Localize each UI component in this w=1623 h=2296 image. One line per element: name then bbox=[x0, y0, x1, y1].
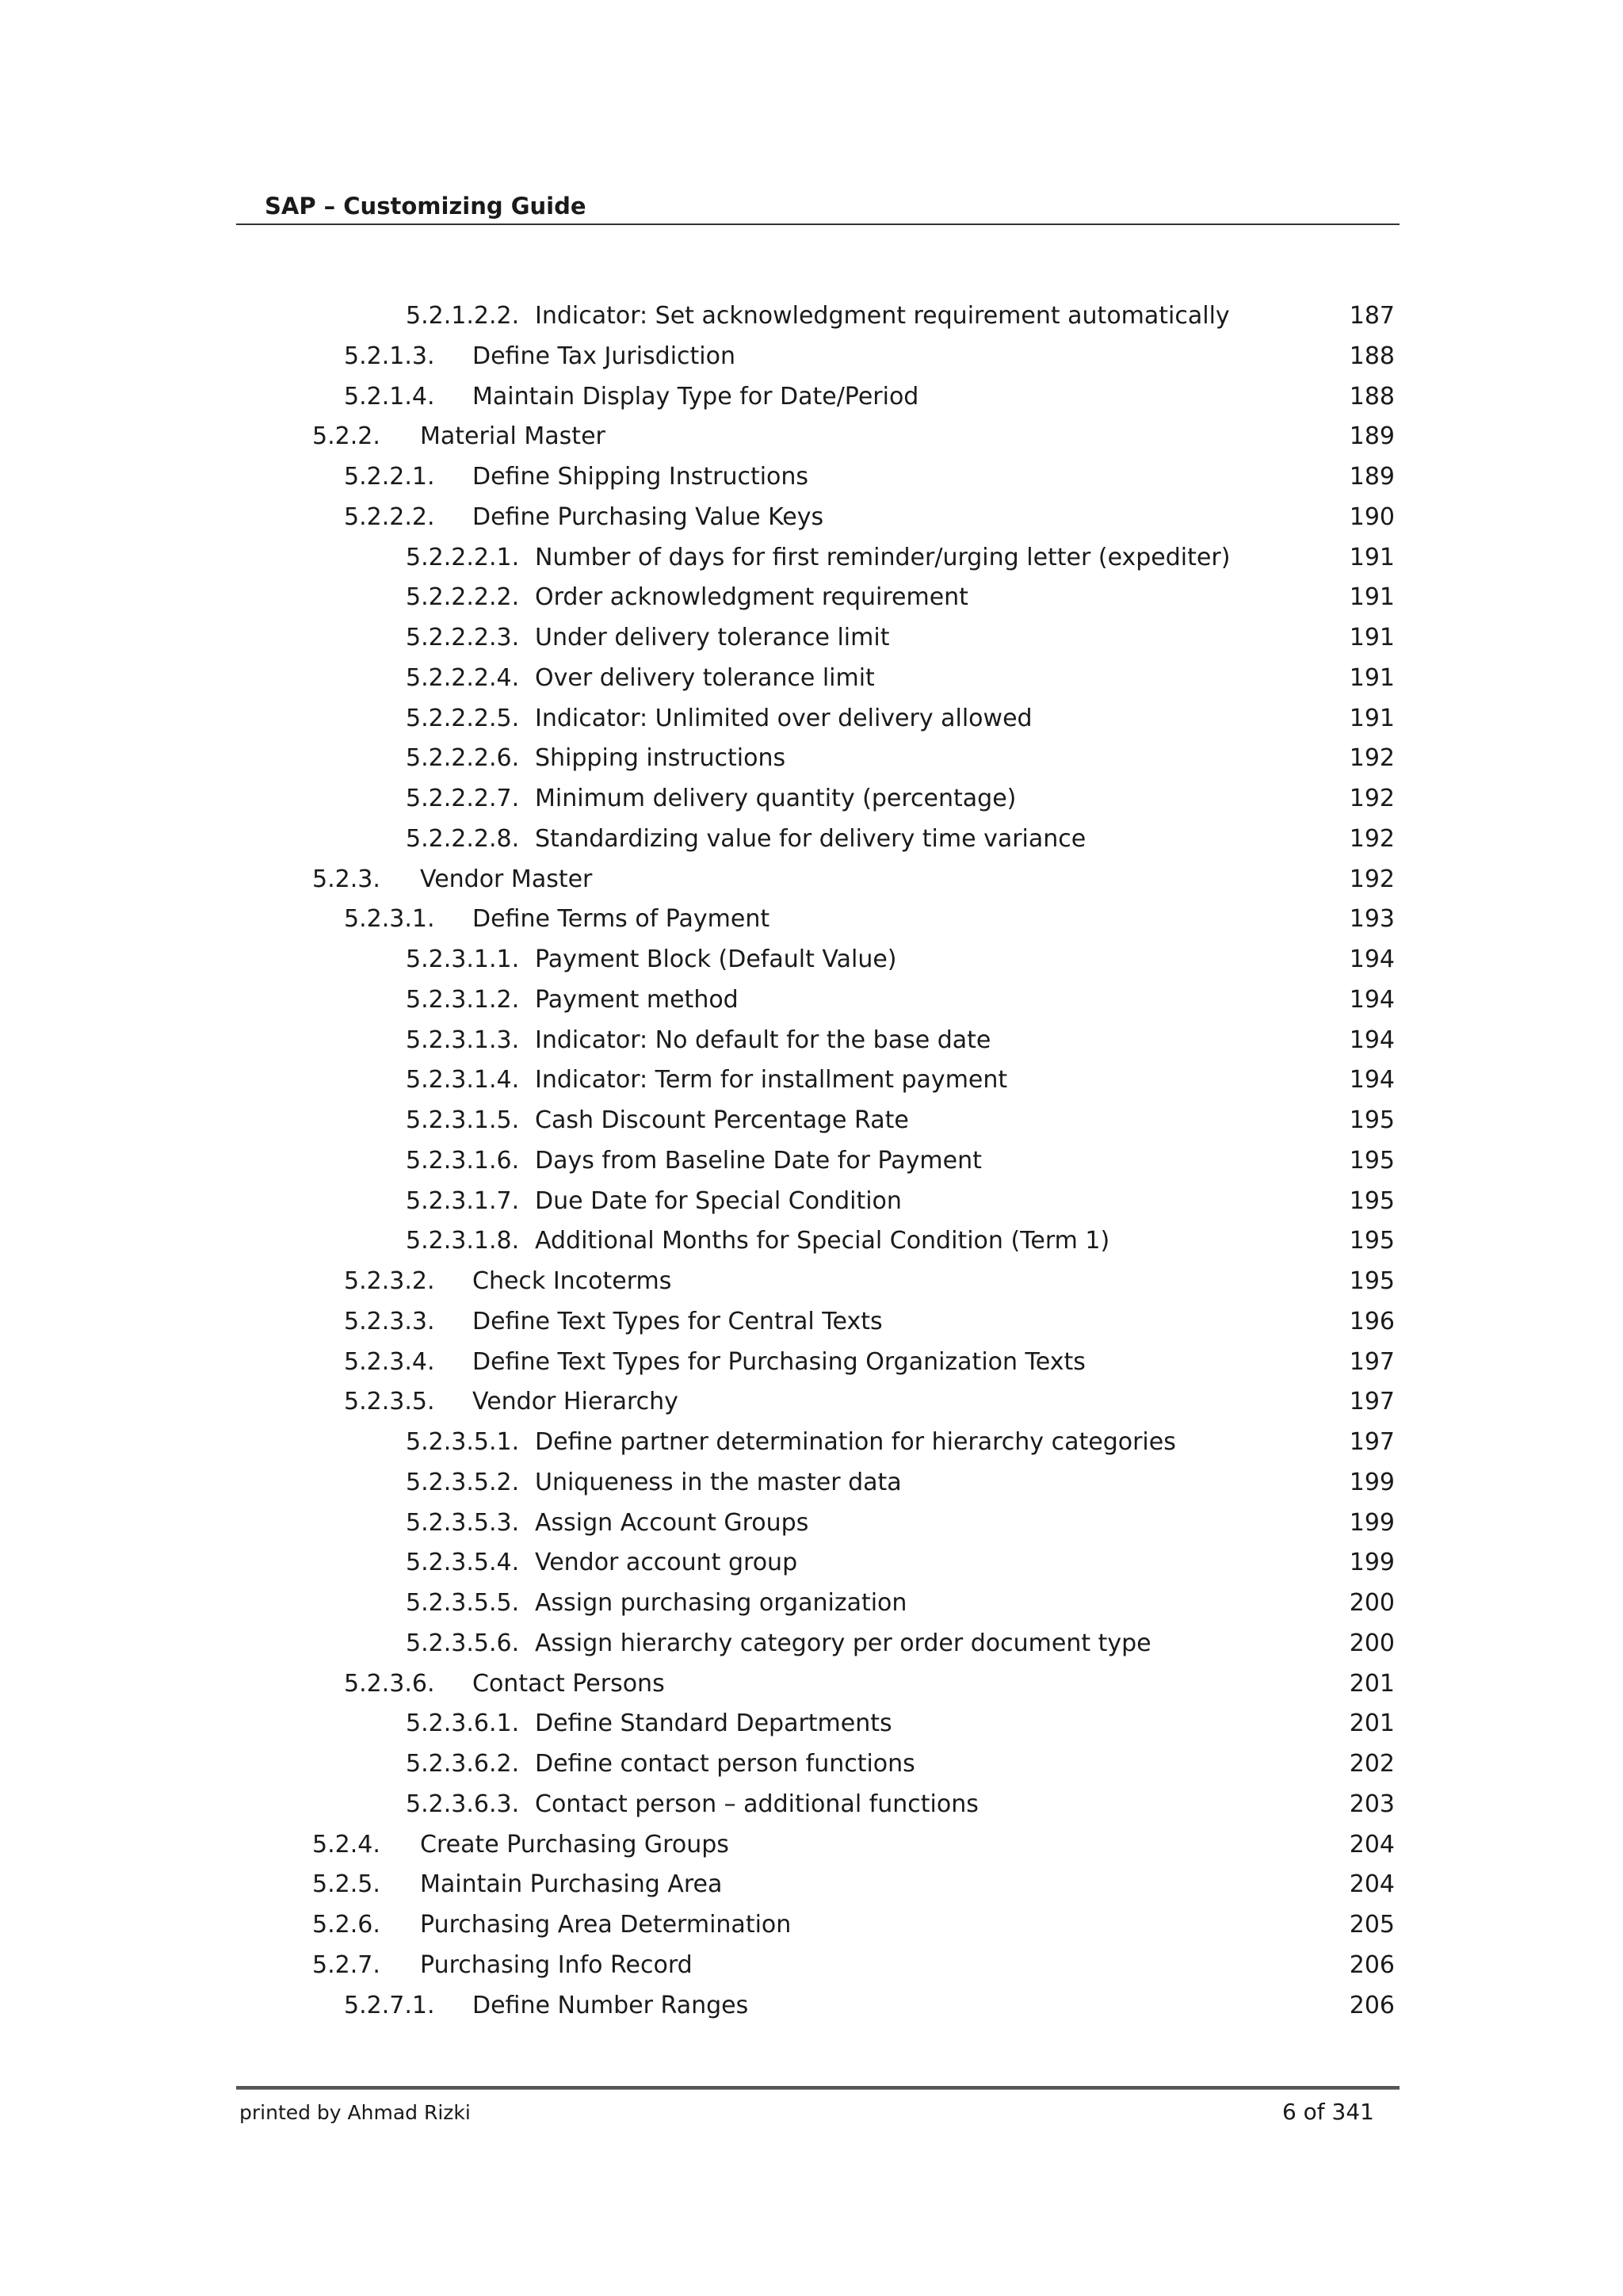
toc-entry[interactable] bbox=[0, 822, 1623, 862]
toc-entry-number: 5.2.3.3. bbox=[344, 1307, 435, 1335]
toc-entry-number: 5.2.3.5.4. bbox=[406, 1549, 520, 1577]
toc-entry[interactable] bbox=[0, 1706, 1623, 1747]
toc-entry-title: Assign Account Groups bbox=[535, 1508, 809, 1537]
toc-entry-page: 199 bbox=[1349, 1549, 1395, 1577]
toc-entry-page: 194 bbox=[1349, 1066, 1395, 1095]
toc-entry-number: 5.2.2.2. bbox=[344, 502, 435, 531]
toc-entry-title: Indicator: No default for the base date bbox=[535, 1026, 991, 1054]
toc-entry-number: 5.2.3.1.8. bbox=[406, 1227, 520, 1255]
toc-entry-number: 5.2.5. bbox=[312, 1870, 380, 1899]
toc-entry[interactable] bbox=[0, 621, 1623, 661]
toc-entry-page: 192 bbox=[1349, 744, 1395, 773]
toc-entry[interactable] bbox=[0, 1425, 1623, 1465]
toc-entry-title: Indicator: Set acknowledgment requirement automatically bbox=[535, 302, 1230, 330]
toc-entry-number: 5.2.2.2.6. bbox=[406, 744, 520, 773]
toc-entry-page: 204 bbox=[1349, 1830, 1395, 1859]
toc-entry-page: 188 bbox=[1349, 382, 1395, 411]
toc-entry-number: 5.2.2.1. bbox=[344, 463, 435, 491]
toc-entry-page: 194 bbox=[1349, 946, 1395, 973]
toc-entry-title: Order acknowledgment requirement bbox=[535, 583, 968, 612]
toc-entry-title: Assign purchasing organization bbox=[535, 1589, 907, 1617]
toc-entry[interactable] bbox=[0, 460, 1623, 500]
toc-entry[interactable] bbox=[0, 1144, 1623, 1184]
toc-entry-page: 197 bbox=[1349, 1347, 1395, 1376]
toc-entry-title: Contact person – additional functions bbox=[535, 1790, 979, 1818]
toc-entry-page: 199 bbox=[1349, 1468, 1395, 1496]
toc-entry-title: Define contact person functions bbox=[535, 1750, 915, 1778]
toc-entry[interactable] bbox=[0, 1305, 1623, 1345]
toc-entry[interactable] bbox=[0, 1747, 1623, 1787]
toc-entry-page: 189 bbox=[1349, 463, 1395, 491]
toc-entry-title: Vendor account group bbox=[535, 1549, 798, 1577]
toc-entry[interactable] bbox=[0, 862, 1623, 903]
toc-entry-title: Indicator: Term for installment payment bbox=[535, 1066, 1008, 1095]
toc-entry-page: 199 bbox=[1349, 1508, 1395, 1537]
toc-entry[interactable] bbox=[0, 541, 1623, 581]
toc-entry-number: 5.2.3.6.2. bbox=[406, 1750, 520, 1778]
toc-entry-number: 5.2.3.4. bbox=[344, 1347, 435, 1376]
toc-entry-number: 5.2.3.1.7. bbox=[406, 1186, 520, 1215]
toc-entry[interactable] bbox=[0, 1988, 1623, 2029]
toc-entry-page: 197 bbox=[1349, 1428, 1395, 1456]
toc-entry-title: Payment method bbox=[535, 985, 739, 1014]
toc-entry-number: 5.2.3.6.3. bbox=[406, 1790, 520, 1818]
toc-entry-number: 5.2.3.1.5. bbox=[406, 1106, 520, 1134]
toc-entry-number: 5.2.2.2.3. bbox=[406, 624, 520, 651]
toc-entry-page: 195 bbox=[1349, 1186, 1395, 1215]
toc-entry[interactable] bbox=[0, 1224, 1623, 1264]
toc-entry-number: 5.2.4. bbox=[312, 1830, 380, 1859]
toc-entry-page: 206 bbox=[1349, 1950, 1395, 1979]
toc-entry-number: 5.2.2.2.5. bbox=[406, 704, 520, 732]
toc-entry-page: 192 bbox=[1349, 785, 1395, 812]
footer-divider bbox=[236, 2086, 1400, 2090]
toc-entry-page: 194 bbox=[1349, 1026, 1395, 1054]
toc-entry[interactable] bbox=[0, 1264, 1623, 1305]
toc-entry-number: 5.2.2. bbox=[312, 422, 380, 451]
toc-entry-page: 195 bbox=[1349, 1146, 1395, 1175]
toc-entry[interactable] bbox=[0, 380, 1623, 420]
toc-entry-page: 191 bbox=[1349, 663, 1395, 692]
toc-entry-number: 5.2.7.1. bbox=[344, 1991, 435, 2019]
toc-entry-title: Define Shipping Instructions bbox=[472, 463, 809, 491]
toc-entry-title: Cash Discount Percentage Rate bbox=[535, 1106, 909, 1134]
toc-entry[interactable] bbox=[0, 661, 1623, 701]
toc-entry-number: 5.2.3.1.1. bbox=[406, 946, 520, 973]
toc-entry-page: 192 bbox=[1349, 824, 1395, 853]
toc-entry-number: 5.2.6. bbox=[312, 1911, 380, 1939]
toc-entry[interactable] bbox=[0, 701, 1623, 742]
toc-entry-number: 5.2.2.2.1. bbox=[406, 543, 520, 571]
toc-entry-title: Define Terms of Payment bbox=[472, 905, 770, 934]
toc-entry-title: Uniqueness in the master data bbox=[535, 1468, 902, 1496]
toc-entry-title: Days from Baseline Date for Payment bbox=[535, 1146, 982, 1175]
toc-entry-title: Maintain Purchasing Area bbox=[420, 1870, 723, 1899]
toc-entry-title: Define Text Types for Purchasing Organization Texts bbox=[472, 1347, 1086, 1376]
toc-entry[interactable] bbox=[0, 500, 1623, 541]
toc-entry-title: Vendor Hierarchy bbox=[472, 1388, 678, 1416]
toc-entry[interactable] bbox=[0, 983, 1623, 1023]
toc-entry-number: 5.2.3.1. bbox=[344, 905, 435, 934]
toc-entry[interactable] bbox=[0, 1023, 1623, 1064]
toc-entry-title: Define Tax Jurisdiction bbox=[472, 342, 735, 370]
toc-entry-number: 5.2.3.5. bbox=[344, 1388, 435, 1416]
toc-entry-number: 5.2.2.2.2. bbox=[406, 583, 520, 612]
toc-entry-number: 5.2.3.1.4. bbox=[406, 1066, 520, 1095]
toc-entry[interactable] bbox=[0, 1063, 1623, 1103]
toc-entry-title: Contact Persons bbox=[472, 1669, 665, 1698]
toc-entry-title: Define Text Types for Central Texts bbox=[472, 1307, 883, 1335]
toc-entry[interactable] bbox=[0, 1465, 1623, 1506]
toc-entry[interactable] bbox=[0, 1667, 1623, 1707]
toc-entry-page: 201 bbox=[1349, 1669, 1395, 1698]
toc-entry[interactable] bbox=[0, 781, 1623, 822]
toc-entry[interactable] bbox=[0, 1787, 1623, 1828]
toc-entry[interactable] bbox=[0, 299, 1623, 339]
document-header-title: SAP – Customizing Guide bbox=[265, 193, 586, 220]
toc-entry-title: Over delivery tolerance limit bbox=[535, 663, 875, 692]
toc-entry-title: Minimum delivery quantity (percentage) bbox=[535, 785, 1017, 812]
toc-entry-page: 191 bbox=[1349, 543, 1395, 571]
toc-entry-page: 200 bbox=[1349, 1629, 1395, 1657]
toc-entry[interactable] bbox=[0, 419, 1623, 460]
toc-entry-number: 5.2.3.5.5. bbox=[406, 1589, 520, 1617]
toc-entry-page: 201 bbox=[1349, 1710, 1395, 1738]
toc-entry[interactable] bbox=[0, 1184, 1623, 1224]
toc-entry-number: 5.2.3.2. bbox=[344, 1267, 435, 1295]
toc-entry-title: Payment Block (Default Value) bbox=[535, 946, 897, 973]
toc-entry[interactable] bbox=[0, 1948, 1623, 1988]
toc-entry-number: 5.2.3.1.6. bbox=[406, 1146, 520, 1175]
toc-entry-page: 205 bbox=[1349, 1911, 1395, 1939]
toc-entry[interactable] bbox=[0, 741, 1623, 781]
toc-entry-number: 5.2.3.5.3. bbox=[406, 1508, 520, 1537]
toc-entry-title: Maintain Display Type for Date/Period bbox=[472, 382, 919, 411]
toc-entry-title: Material Master bbox=[420, 422, 605, 451]
toc-entry-number: 5.2.3.6.1. bbox=[406, 1710, 520, 1738]
header-divider bbox=[236, 223, 1400, 225]
toc-entry-title: Purchasing Info Record bbox=[420, 1950, 693, 1979]
toc-entry-title: Shipping instructions bbox=[535, 744, 786, 773]
toc-entry[interactable] bbox=[0, 942, 1623, 983]
toc-entry[interactable] bbox=[0, 1828, 1623, 1868]
toc-entry-title: Define Number Ranges bbox=[472, 1991, 749, 2019]
toc-entry-number: 5.2.1.3. bbox=[344, 342, 435, 370]
toc-entry-title: Standardizing value for delivery time variance bbox=[535, 824, 1086, 853]
toc-entry-number: 5.2.2.2.4. bbox=[406, 663, 520, 692]
toc-entry-page: 189 bbox=[1349, 422, 1395, 451]
toc-entry[interactable] bbox=[0, 1908, 1623, 1948]
toc-entry-number: 5.2.1.4. bbox=[344, 382, 435, 411]
toc-entry[interactable] bbox=[0, 1586, 1623, 1626]
toc-entry-title: Due Date for Special Condition bbox=[535, 1186, 902, 1215]
toc-entry-page: 191 bbox=[1349, 704, 1395, 732]
toc-entry-title: Define Standard Departments bbox=[535, 1710, 892, 1738]
toc-entry-page: 204 bbox=[1349, 1870, 1395, 1899]
toc-entry-number: 5.2.3.5.6. bbox=[406, 1629, 520, 1657]
toc-entry-page: 197 bbox=[1349, 1388, 1395, 1416]
toc-entry[interactable] bbox=[0, 1626, 1623, 1667]
footer-printed-by: printed by Ahmad Rizki bbox=[239, 2101, 471, 2124]
toc-entry-page: 194 bbox=[1349, 985, 1395, 1014]
toc-entry-page: 202 bbox=[1349, 1750, 1395, 1778]
toc-entry-page: 195 bbox=[1349, 1227, 1395, 1255]
toc-entry-number: 5.2.7. bbox=[312, 1950, 380, 1979]
toc-entry-title: Under delivery tolerance limit bbox=[535, 624, 890, 651]
toc-entry[interactable] bbox=[0, 902, 1623, 942]
toc-entry-page: 195 bbox=[1349, 1106, 1395, 1134]
toc-entry[interactable] bbox=[0, 1867, 1623, 1908]
toc-entry-page: 191 bbox=[1349, 624, 1395, 651]
toc-entry-number: 5.2.1.2.2. bbox=[406, 302, 520, 330]
toc-entry[interactable] bbox=[0, 580, 1623, 621]
footer-page-number: 6 of 341 bbox=[1281, 2099, 1374, 2125]
toc-entry-page: 191 bbox=[1349, 583, 1395, 612]
toc-entry[interactable] bbox=[0, 1385, 1623, 1425]
toc-entry-title: Assign hierarchy category per order document type bbox=[535, 1629, 1151, 1657]
toc-entry[interactable] bbox=[0, 1506, 1623, 1546]
toc-entry-page: 200 bbox=[1349, 1589, 1395, 1617]
toc-entry-page: 195 bbox=[1349, 1267, 1395, 1295]
toc-entry[interactable] bbox=[0, 1545, 1623, 1586]
toc-entry-title: Check Incoterms bbox=[472, 1267, 672, 1295]
toc-entry-number: 5.2.2.2.7. bbox=[406, 785, 520, 812]
toc-entry[interactable] bbox=[0, 339, 1623, 380]
toc-entry-page: 196 bbox=[1349, 1307, 1395, 1335]
toc-entry-title: Number of days for first reminder/urging letter (expediter) bbox=[535, 543, 1231, 571]
toc-entry-number: 5.2.3.5.1. bbox=[406, 1428, 520, 1456]
toc-entry-number: 5.2.3.1.3. bbox=[406, 1026, 520, 1054]
toc-entry-title: Create Purchasing Groups bbox=[420, 1830, 729, 1859]
toc-entry-page: 206 bbox=[1349, 1991, 1395, 2019]
toc-entry-page: 203 bbox=[1349, 1790, 1395, 1818]
toc-entry-title: Define Purchasing Value Keys bbox=[472, 502, 824, 531]
toc-entry-page: 192 bbox=[1349, 865, 1395, 893]
toc-entry-page: 193 bbox=[1349, 905, 1395, 934]
toc-entry-number: 5.2.3.1.2. bbox=[406, 985, 520, 1014]
toc-entry-title: Purchasing Area Determination bbox=[420, 1911, 792, 1939]
toc-entry-page: 187 bbox=[1349, 302, 1395, 330]
toc-entry-title: Additional Months for Special Condition (Term 1) bbox=[535, 1227, 1110, 1255]
toc-entry[interactable] bbox=[0, 1103, 1623, 1144]
table-of-contents bbox=[0, 299, 1623, 2028]
toc-entry-title: Indicator: Unlimited over delivery allowed bbox=[535, 704, 1033, 732]
toc-entry[interactable] bbox=[0, 1345, 1623, 1385]
toc-entry-number: 5.2.2.2.8. bbox=[406, 824, 520, 853]
toc-entry-page: 190 bbox=[1349, 502, 1395, 531]
toc-entry-title: Vendor Master bbox=[420, 865, 593, 893]
toc-entry-number: 5.2.3. bbox=[312, 865, 380, 893]
toc-entry-number: 5.2.3.5.2. bbox=[406, 1468, 520, 1496]
toc-entry-number: 5.2.3.6. bbox=[344, 1669, 435, 1698]
toc-entry-page: 188 bbox=[1349, 342, 1395, 370]
toc-entry-title: Define partner determination for hierarchy categories bbox=[535, 1428, 1176, 1456]
